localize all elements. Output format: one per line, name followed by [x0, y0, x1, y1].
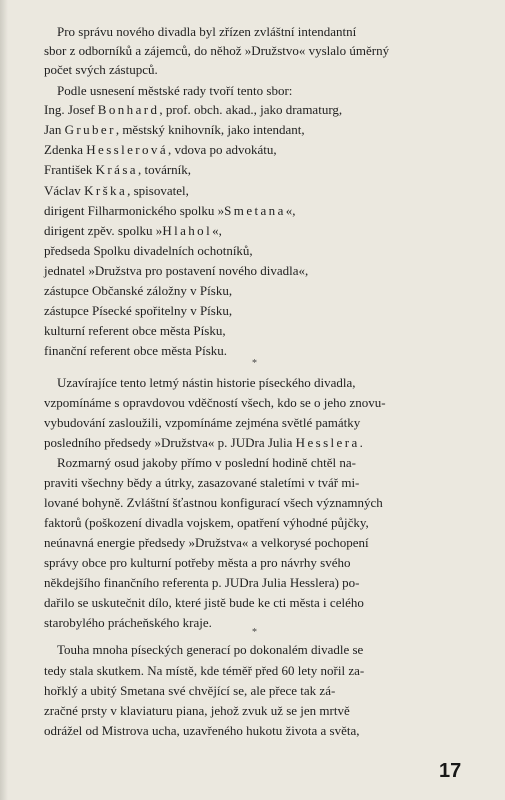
member-line: Václav Krška, spisovatel,: [44, 183, 189, 198]
paragraph-line: Touha mnoha píseckých generací po dokonalém divadle se: [57, 642, 364, 657]
paragraph-line: tedy stala skutkem. Na místě, kde téměř před 60 lety nořil za-: [44, 663, 365, 678]
member-line: Zdenka Hesslerová, vdova po advokátu,: [44, 142, 277, 157]
member-line: František Krása, továrník,: [44, 162, 192, 177]
paragraph-line: sbor z odborníků a zájemců, do něhož »Družstvo« vyslalo úměrný: [44, 43, 390, 58]
section-separator: *: [252, 627, 257, 638]
paragraph-line: praviti všechny bědy a útrky, zasazované staletími v tvář mi-: [44, 475, 360, 490]
paragraph-line: zračné prsty v klaviaturu piana, jehož zvuk už se jen mrtvě: [44, 703, 350, 718]
member-line: Jan Gruber, městský knihovník, jako intendant,: [44, 122, 305, 137]
paragraph-line: někdejšího finančního referenta p. JUDra Julia Hesslera) po-: [44, 575, 360, 590]
paragraph-line: Uzavírajíce tento letmý nástin historie píseckého divadla,: [57, 375, 356, 390]
paragraph-line: Rozmarný osud jakoby přímo v poslední hodině chtěl na-: [57, 455, 356, 470]
paragraph-line: odrážel od Mistrova ucha, uzavřeného hukotu života a světa,: [44, 723, 360, 738]
page-number: 17: [439, 760, 462, 782]
section-separator: *: [252, 358, 257, 369]
paragraph-line: hořklý a ubitý Smetana své chvějící se, ale přece tak zá-: [44, 683, 336, 698]
member-line: dirigent zpěv. spolku »Hlahol«,: [44, 223, 222, 238]
paragraph-line: posledního předsedy »Družstva« p. JUDra Julia Hesslera.: [44, 435, 363, 450]
paragraph-line: dařilo se uskutečnit dílo, které jistě bude ke cti města i celého: [44, 595, 364, 610]
member-line: finanční referent obce města Písku.: [44, 343, 228, 358]
paragraph-line: faktorů (poškození divadla vojskem, opatření výhodné půjčky,: [44, 515, 369, 530]
paragraph-line: lované bohyně. Zvláštní šťastnou konfigurací všech významných: [44, 495, 383, 510]
paragraph-line: neúnavná energie předsedy »Družstva« a velkorysé pochopení: [44, 535, 369, 550]
paragraph-line: počet svých zástupců.: [44, 62, 158, 77]
paragraph-line: starobylého prácheňského kraje.: [44, 615, 212, 630]
member-line: předseda Spolku divadelních ochotníků,: [44, 243, 253, 258]
paragraph-line: správy obce pro kulturní potřeby města a pro návrhy svého: [44, 555, 351, 570]
member-line: zástupce Občanské záložny v Písku,: [44, 283, 233, 298]
member-line: zástupce Písecké spořitelny v Písku,: [44, 303, 233, 318]
page-edge-shadow: [0, 0, 8, 800]
paragraph-line: vybudování zasloužili, vzpomínáme zejména světlé památky: [44, 415, 361, 430]
paragraph-line: vzpomínáme s opravdovou vděčností všech, kdo se o jeho znovu-: [44, 395, 386, 410]
paragraph-line: Pro správu nového divadla byl zřízen zvláštní intendantní: [57, 24, 357, 39]
member-line: jednatel »Družstva pro postavení nového divadla«,: [44, 263, 309, 278]
paragraph-line: Podle usnesení městské rady tvoří tento sbor:: [57, 83, 293, 98]
member-line: Ing. Josef Bonhard, prof. obch. akad., jako dramaturg,: [44, 102, 343, 117]
member-line: dirigent Filharmonického spolku »Smetana«,: [44, 203, 296, 218]
member-line: kulturní referent obce města Písku,: [44, 323, 226, 338]
